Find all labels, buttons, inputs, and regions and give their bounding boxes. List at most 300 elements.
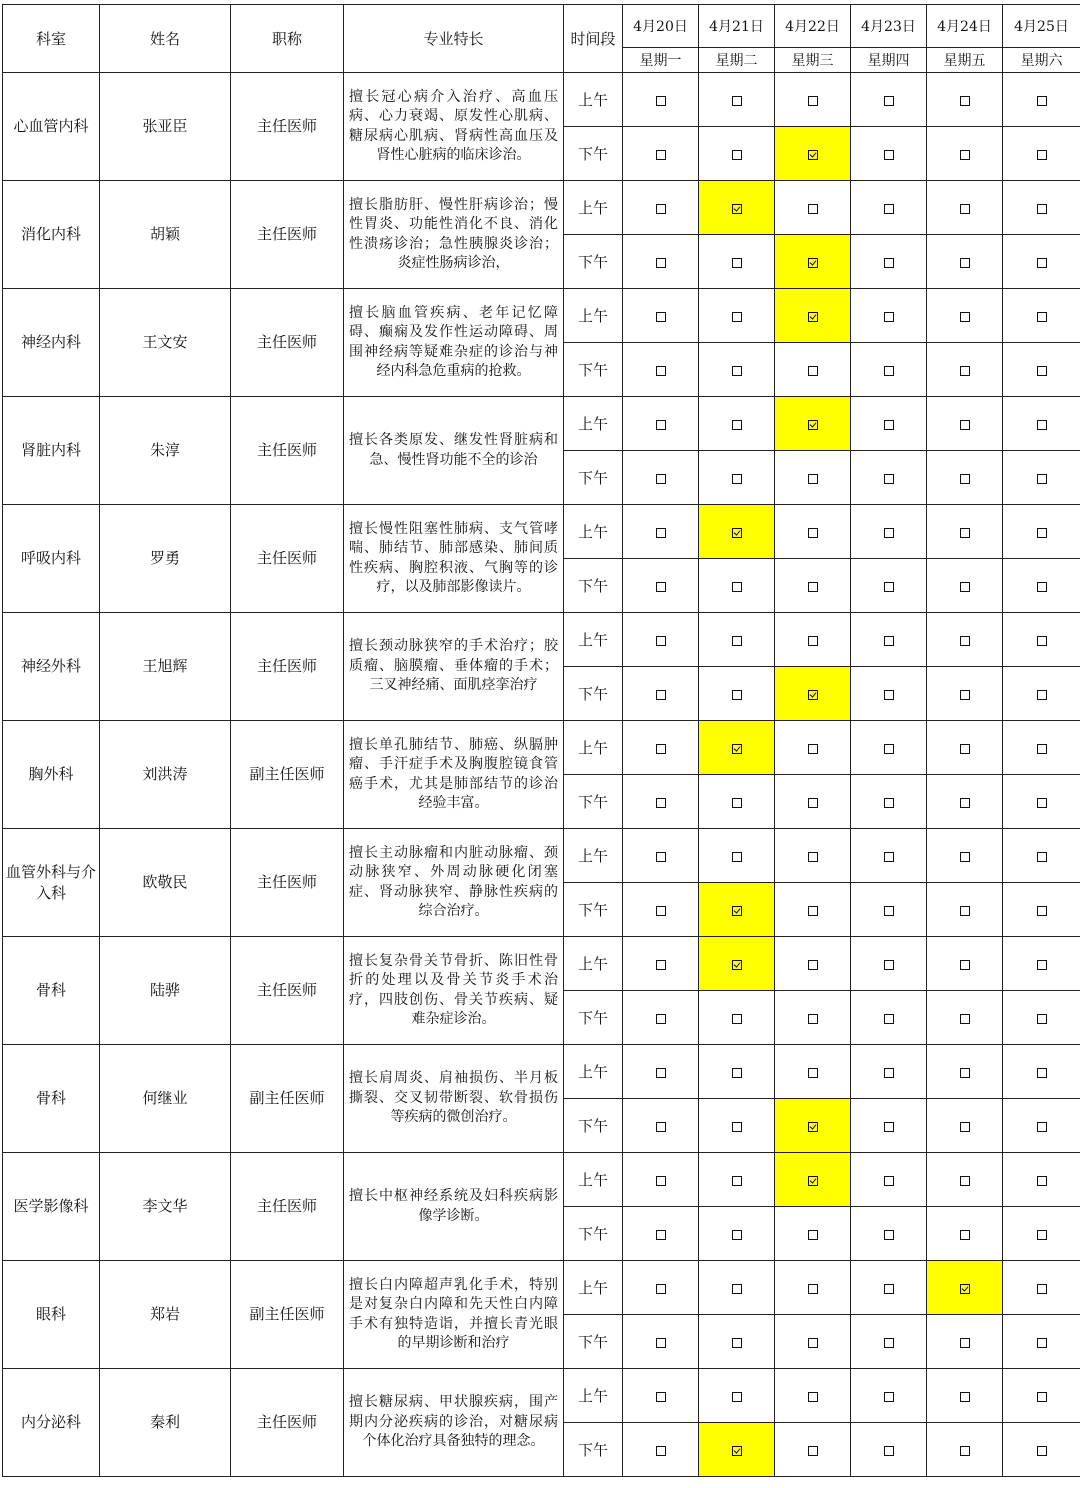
empty-box-icon[interactable] — [884, 312, 894, 322]
empty-box-icon[interactable] — [960, 582, 970, 592]
checked-box-icon[interactable] — [732, 960, 742, 970]
empty-box-icon[interactable] — [732, 1284, 742, 1294]
checked-box-icon[interactable] — [732, 744, 742, 754]
empty-box-icon[interactable] — [960, 852, 970, 862]
duty-slot[interactable] — [775, 451, 851, 505]
duty-slot[interactable] — [699, 559, 775, 613]
empty-box-icon[interactable] — [808, 528, 818, 538]
empty-box-icon[interactable] — [960, 474, 970, 484]
duty-slot[interactable] — [775, 1045, 851, 1099]
empty-box-icon[interactable] — [1037, 258, 1047, 268]
empty-box-icon[interactable] — [960, 744, 970, 754]
duty-slot[interactable] — [1003, 1099, 1080, 1153]
empty-box-icon[interactable] — [884, 1122, 894, 1132]
duty-slot[interactable] — [775, 343, 851, 397]
duty-slot[interactable] — [851, 1099, 927, 1153]
duty-slot[interactable] — [623, 181, 699, 235]
empty-box-icon[interactable] — [1037, 798, 1047, 808]
duty-slot[interactable] — [623, 1261, 699, 1315]
empty-box-icon[interactable] — [808, 1284, 818, 1294]
empty-box-icon[interactable] — [884, 474, 894, 484]
empty-box-icon[interactable] — [808, 1446, 818, 1456]
duty-slot[interactable] — [623, 235, 699, 289]
empty-box-icon[interactable] — [884, 690, 894, 700]
checked-box-icon[interactable] — [960, 1284, 970, 1294]
empty-box-icon[interactable] — [732, 1122, 742, 1132]
duty-slot[interactable] — [851, 775, 927, 829]
empty-box-icon[interactable] — [732, 1014, 742, 1024]
empty-box-icon[interactable] — [732, 582, 742, 592]
empty-box-icon[interactable] — [732, 420, 742, 430]
duty-slot-selected[interactable] — [775, 289, 851, 343]
duty-slot[interactable] — [699, 289, 775, 343]
empty-box-icon[interactable] — [732, 96, 742, 106]
duty-slot[interactable] — [851, 991, 927, 1045]
empty-box-icon[interactable] — [656, 690, 666, 700]
empty-box-icon[interactable] — [960, 366, 970, 376]
empty-box-icon[interactable] — [808, 1338, 818, 1348]
duty-slot[interactable] — [775, 883, 851, 937]
duty-slot[interactable] — [699, 991, 775, 1045]
duty-slot[interactable] — [623, 1315, 699, 1369]
duty-slot[interactable] — [927, 829, 1003, 883]
empty-box-icon[interactable] — [960, 798, 970, 808]
empty-box-icon[interactable] — [1037, 636, 1047, 646]
empty-box-icon[interactable] — [1037, 204, 1047, 214]
duty-slot[interactable] — [927, 721, 1003, 775]
duty-slot[interactable] — [1003, 289, 1080, 343]
duty-slot[interactable] — [623, 1099, 699, 1153]
empty-box-icon[interactable] — [1037, 1230, 1047, 1240]
empty-box-icon[interactable] — [656, 744, 666, 754]
empty-box-icon[interactable] — [960, 1014, 970, 1024]
duty-slot[interactable] — [623, 883, 699, 937]
duty-slot[interactable] — [1003, 883, 1080, 937]
empty-box-icon[interactable] — [808, 852, 818, 862]
duty-slot[interactable] — [1003, 991, 1080, 1045]
empty-box-icon[interactable] — [656, 852, 666, 862]
empty-box-icon[interactable] — [960, 96, 970, 106]
duty-slot[interactable] — [851, 343, 927, 397]
empty-box-icon[interactable] — [656, 258, 666, 268]
empty-box-icon[interactable] — [884, 1392, 894, 1402]
duty-slot[interactable] — [927, 667, 1003, 721]
empty-box-icon[interactable] — [1037, 906, 1047, 916]
duty-slot[interactable] — [1003, 613, 1080, 667]
empty-box-icon[interactable] — [1037, 1014, 1047, 1024]
checked-box-icon[interactable] — [808, 420, 818, 430]
empty-box-icon[interactable] — [808, 1230, 818, 1240]
empty-box-icon[interactable] — [732, 312, 742, 322]
duty-slot[interactable] — [851, 1315, 927, 1369]
empty-box-icon[interactable] — [732, 852, 742, 862]
empty-box-icon[interactable] — [960, 1392, 970, 1402]
duty-slot[interactable] — [775, 937, 851, 991]
duty-slot[interactable] — [699, 1369, 775, 1423]
duty-slot-selected[interactable] — [775, 667, 851, 721]
duty-slot[interactable] — [1003, 127, 1080, 181]
empty-box-icon[interactable] — [960, 1176, 970, 1186]
empty-box-icon[interactable] — [960, 906, 970, 916]
duty-slot[interactable] — [623, 613, 699, 667]
duty-slot[interactable] — [623, 73, 699, 127]
duty-slot[interactable] — [699, 1207, 775, 1261]
empty-box-icon[interactable] — [1037, 1338, 1047, 1348]
empty-box-icon[interactable] — [656, 1068, 666, 1078]
empty-box-icon[interactable] — [732, 798, 742, 808]
duty-slot[interactable] — [1003, 667, 1080, 721]
duty-slot[interactable] — [623, 775, 699, 829]
duty-slot[interactable] — [1003, 1315, 1080, 1369]
empty-box-icon[interactable] — [808, 582, 818, 592]
empty-box-icon[interactable] — [1037, 1122, 1047, 1132]
empty-box-icon[interactable] — [656, 1284, 666, 1294]
checked-box-icon[interactable] — [732, 1446, 742, 1456]
duty-slot-selected[interactable] — [775, 1153, 851, 1207]
empty-box-icon[interactable] — [656, 1122, 666, 1132]
empty-box-icon[interactable] — [1037, 582, 1047, 592]
duty-slot[interactable] — [1003, 343, 1080, 397]
empty-box-icon[interactable] — [656, 150, 666, 160]
checked-box-icon[interactable] — [808, 1122, 818, 1132]
duty-slot[interactable] — [851, 1261, 927, 1315]
empty-box-icon[interactable] — [1037, 528, 1047, 538]
empty-box-icon[interactable] — [732, 690, 742, 700]
duty-slot[interactable] — [927, 451, 1003, 505]
duty-slot[interactable] — [775, 1207, 851, 1261]
empty-box-icon[interactable] — [884, 1284, 894, 1294]
duty-slot[interactable] — [851, 73, 927, 127]
empty-box-icon[interactable] — [960, 690, 970, 700]
checked-box-icon[interactable] — [732, 906, 742, 916]
duty-slot[interactable] — [775, 1261, 851, 1315]
empty-box-icon[interactable] — [732, 1392, 742, 1402]
empty-box-icon[interactable] — [884, 906, 894, 916]
duty-slot[interactable] — [1003, 73, 1080, 127]
duty-slot[interactable] — [699, 1153, 775, 1207]
empty-box-icon[interactable] — [960, 1122, 970, 1132]
duty-slot[interactable] — [623, 1423, 699, 1477]
duty-slot[interactable] — [623, 451, 699, 505]
duty-slot[interactable] — [851, 1153, 927, 1207]
duty-slot-selected[interactable] — [699, 181, 775, 235]
duty-slot[interactable] — [851, 829, 927, 883]
duty-slot[interactable] — [623, 343, 699, 397]
duty-slot[interactable] — [775, 73, 851, 127]
duty-slot[interactable] — [775, 505, 851, 559]
duty-slot[interactable] — [699, 1315, 775, 1369]
empty-box-icon[interactable] — [884, 1176, 894, 1186]
empty-box-icon[interactable] — [884, 1446, 894, 1456]
duty-slot[interactable] — [699, 451, 775, 505]
empty-box-icon[interactable] — [960, 528, 970, 538]
duty-slot[interactable] — [1003, 235, 1080, 289]
empty-box-icon[interactable] — [732, 636, 742, 646]
empty-box-icon[interactable] — [1037, 1176, 1047, 1186]
empty-box-icon[interactable] — [656, 1230, 666, 1240]
empty-box-icon[interactable] — [1037, 744, 1047, 754]
empty-box-icon[interactable] — [656, 960, 666, 970]
duty-slot[interactable] — [623, 505, 699, 559]
empty-box-icon[interactable] — [656, 1446, 666, 1456]
empty-box-icon[interactable] — [884, 852, 894, 862]
duty-slot[interactable] — [699, 397, 775, 451]
duty-slot[interactable] — [927, 775, 1003, 829]
duty-slot-selected[interactable] — [775, 397, 851, 451]
duty-slot[interactable] — [1003, 1045, 1080, 1099]
duty-slot[interactable] — [927, 1423, 1003, 1477]
duty-slot[interactable] — [699, 1045, 775, 1099]
empty-box-icon[interactable] — [732, 150, 742, 160]
duty-slot[interactable] — [699, 667, 775, 721]
duty-slot[interactable] — [927, 127, 1003, 181]
duty-slot[interactable] — [927, 991, 1003, 1045]
duty-slot[interactable] — [1003, 397, 1080, 451]
duty-slot[interactable] — [927, 181, 1003, 235]
empty-box-icon[interactable] — [1037, 420, 1047, 430]
empty-box-icon[interactable] — [884, 1068, 894, 1078]
empty-box-icon[interactable] — [960, 1338, 970, 1348]
empty-box-icon[interactable] — [1037, 312, 1047, 322]
duty-slot[interactable] — [1003, 1369, 1080, 1423]
checked-box-icon[interactable] — [808, 1176, 818, 1186]
empty-box-icon[interactable] — [884, 1338, 894, 1348]
empty-box-icon[interactable] — [1037, 690, 1047, 700]
empty-box-icon[interactable] — [960, 258, 970, 268]
checked-box-icon[interactable] — [808, 690, 818, 700]
duty-slot[interactable] — [851, 235, 927, 289]
empty-box-icon[interactable] — [732, 1068, 742, 1078]
empty-box-icon[interactable] — [808, 744, 818, 754]
empty-box-icon[interactable] — [1037, 474, 1047, 484]
duty-slot[interactable] — [775, 1369, 851, 1423]
duty-slot[interactable] — [1003, 1207, 1080, 1261]
empty-box-icon[interactable] — [960, 150, 970, 160]
duty-slot[interactable] — [1003, 181, 1080, 235]
duty-slot[interactable] — [927, 1153, 1003, 1207]
duty-slot[interactable] — [927, 1099, 1003, 1153]
duty-slot[interactable] — [623, 721, 699, 775]
duty-slot[interactable] — [699, 775, 775, 829]
empty-box-icon[interactable] — [960, 1068, 970, 1078]
checked-box-icon[interactable] — [732, 204, 742, 214]
duty-slot[interactable] — [699, 127, 775, 181]
duty-slot[interactable] — [775, 991, 851, 1045]
duty-slot[interactable] — [851, 1207, 927, 1261]
empty-box-icon[interactable] — [1037, 1446, 1047, 1456]
duty-slot-selected[interactable] — [699, 937, 775, 991]
duty-slot[interactable] — [927, 1315, 1003, 1369]
duty-slot[interactable] — [1003, 775, 1080, 829]
checked-box-icon[interactable] — [808, 258, 818, 268]
duty-slot[interactable] — [775, 181, 851, 235]
duty-slot[interactable] — [851, 1423, 927, 1477]
duty-slot[interactable] — [851, 127, 927, 181]
duty-slot[interactable] — [1003, 829, 1080, 883]
empty-box-icon[interactable] — [884, 960, 894, 970]
duty-slot[interactable] — [699, 343, 775, 397]
duty-slot[interactable] — [851, 451, 927, 505]
empty-box-icon[interactable] — [884, 636, 894, 646]
duty-slot[interactable] — [851, 613, 927, 667]
empty-box-icon[interactable] — [732, 366, 742, 376]
duty-slot[interactable] — [775, 1423, 851, 1477]
duty-slot[interactable] — [851, 181, 927, 235]
empty-box-icon[interactable] — [656, 204, 666, 214]
duty-slot[interactable] — [699, 235, 775, 289]
empty-box-icon[interactable] — [656, 1392, 666, 1402]
duty-slot[interactable] — [775, 829, 851, 883]
duty-slot[interactable] — [851, 1045, 927, 1099]
empty-box-icon[interactable] — [732, 474, 742, 484]
duty-slot[interactable] — [699, 73, 775, 127]
duty-slot[interactable] — [851, 559, 927, 613]
empty-box-icon[interactable] — [1037, 1284, 1047, 1294]
duty-slot[interactable] — [851, 667, 927, 721]
duty-slot-selected[interactable] — [927, 1261, 1003, 1315]
empty-box-icon[interactable] — [1037, 150, 1047, 160]
empty-box-icon[interactable] — [1037, 1392, 1047, 1402]
duty-slot-selected[interactable] — [775, 1099, 851, 1153]
duty-slot[interactable] — [927, 1207, 1003, 1261]
duty-slot-selected[interactable] — [775, 235, 851, 289]
duty-slot[interactable] — [623, 829, 699, 883]
duty-slot[interactable] — [623, 559, 699, 613]
duty-slot[interactable] — [623, 937, 699, 991]
empty-box-icon[interactable] — [732, 1230, 742, 1240]
empty-box-icon[interactable] — [960, 1446, 970, 1456]
checked-box-icon[interactable] — [732, 528, 742, 538]
duty-slot[interactable] — [699, 1261, 775, 1315]
duty-slot[interactable] — [775, 559, 851, 613]
duty-slot[interactable] — [851, 505, 927, 559]
empty-box-icon[interactable] — [808, 1068, 818, 1078]
duty-slot[interactable] — [927, 1045, 1003, 1099]
empty-box-icon[interactable] — [656, 312, 666, 322]
empty-box-icon[interactable] — [884, 798, 894, 808]
duty-slot[interactable] — [775, 721, 851, 775]
empty-box-icon[interactable] — [808, 204, 818, 214]
duty-slot[interactable] — [775, 613, 851, 667]
empty-box-icon[interactable] — [884, 258, 894, 268]
empty-box-icon[interactable] — [884, 528, 894, 538]
empty-box-icon[interactable] — [808, 1014, 818, 1024]
empty-box-icon[interactable] — [656, 1176, 666, 1186]
duty-slot[interactable] — [927, 397, 1003, 451]
empty-box-icon[interactable] — [808, 636, 818, 646]
empty-box-icon[interactable] — [884, 744, 894, 754]
empty-box-icon[interactable] — [1037, 96, 1047, 106]
empty-box-icon[interactable] — [884, 366, 894, 376]
duty-slot[interactable] — [623, 1045, 699, 1099]
empty-box-icon[interactable] — [808, 798, 818, 808]
duty-slot[interactable] — [927, 1369, 1003, 1423]
duty-slot-selected[interactable] — [699, 721, 775, 775]
empty-box-icon[interactable] — [884, 582, 894, 592]
duty-slot[interactable] — [623, 1369, 699, 1423]
empty-box-icon[interactable] — [960, 960, 970, 970]
empty-box-icon[interactable] — [656, 1014, 666, 1024]
empty-box-icon[interactable] — [960, 1230, 970, 1240]
empty-box-icon[interactable] — [656, 366, 666, 376]
duty-slot[interactable] — [623, 991, 699, 1045]
duty-slot[interactable] — [1003, 1153, 1080, 1207]
checked-box-icon[interactable] — [808, 312, 818, 322]
duty-slot[interactable] — [623, 289, 699, 343]
empty-box-icon[interactable] — [808, 906, 818, 916]
duty-slot[interactable] — [1003, 451, 1080, 505]
empty-box-icon[interactable] — [960, 204, 970, 214]
empty-box-icon[interactable] — [960, 636, 970, 646]
duty-slot[interactable] — [851, 883, 927, 937]
duty-slot[interactable] — [927, 73, 1003, 127]
empty-box-icon[interactable] — [656, 474, 666, 484]
duty-slot[interactable] — [699, 1099, 775, 1153]
empty-box-icon[interactable] — [1037, 960, 1047, 970]
empty-box-icon[interactable] — [884, 420, 894, 430]
empty-box-icon[interactable] — [656, 420, 666, 430]
empty-box-icon[interactable] — [656, 96, 666, 106]
empty-box-icon[interactable] — [1037, 366, 1047, 376]
empty-box-icon[interactable] — [656, 582, 666, 592]
duty-slot[interactable] — [775, 1315, 851, 1369]
duty-slot[interactable] — [851, 721, 927, 775]
empty-box-icon[interactable] — [884, 150, 894, 160]
empty-box-icon[interactable] — [808, 366, 818, 376]
empty-box-icon[interactable] — [1037, 852, 1047, 862]
duty-slot[interactable] — [927, 937, 1003, 991]
duty-slot[interactable] — [1003, 505, 1080, 559]
duty-slot[interactable] — [1003, 559, 1080, 613]
duty-slot[interactable] — [851, 937, 927, 991]
duty-slot-selected[interactable] — [699, 1423, 775, 1477]
duty-slot-selected[interactable] — [699, 505, 775, 559]
duty-slot[interactable] — [623, 127, 699, 181]
duty-slot[interactable] — [775, 775, 851, 829]
empty-box-icon[interactable] — [808, 960, 818, 970]
empty-box-icon[interactable] — [732, 1338, 742, 1348]
empty-box-icon[interactable] — [808, 1392, 818, 1402]
duty-slot[interactable] — [927, 505, 1003, 559]
empty-box-icon[interactable] — [960, 312, 970, 322]
duty-slot-selected[interactable] — [699, 883, 775, 937]
duty-slot[interactable] — [927, 613, 1003, 667]
duty-slot[interactable] — [851, 289, 927, 343]
duty-slot[interactable] — [623, 397, 699, 451]
duty-slot[interactable] — [699, 613, 775, 667]
duty-slot[interactable] — [623, 667, 699, 721]
empty-box-icon[interactable] — [808, 96, 818, 106]
empty-box-icon[interactable] — [656, 636, 666, 646]
empty-box-icon[interactable] — [732, 1176, 742, 1186]
duty-slot[interactable] — [1003, 1261, 1080, 1315]
duty-slot[interactable] — [927, 289, 1003, 343]
duty-slot[interactable] — [927, 559, 1003, 613]
duty-slot[interactable] — [623, 1207, 699, 1261]
empty-box-icon[interactable] — [884, 204, 894, 214]
duty-slot[interactable] — [1003, 937, 1080, 991]
empty-box-icon[interactable] — [656, 798, 666, 808]
empty-box-icon[interactable] — [884, 1014, 894, 1024]
duty-slot[interactable] — [927, 883, 1003, 937]
empty-box-icon[interactable] — [732, 258, 742, 268]
empty-box-icon[interactable] — [960, 420, 970, 430]
duty-slot[interactable] — [699, 829, 775, 883]
duty-slot[interactable] — [927, 235, 1003, 289]
empty-box-icon[interactable] — [656, 528, 666, 538]
duty-slot[interactable] — [927, 343, 1003, 397]
empty-box-icon[interactable] — [884, 1230, 894, 1240]
